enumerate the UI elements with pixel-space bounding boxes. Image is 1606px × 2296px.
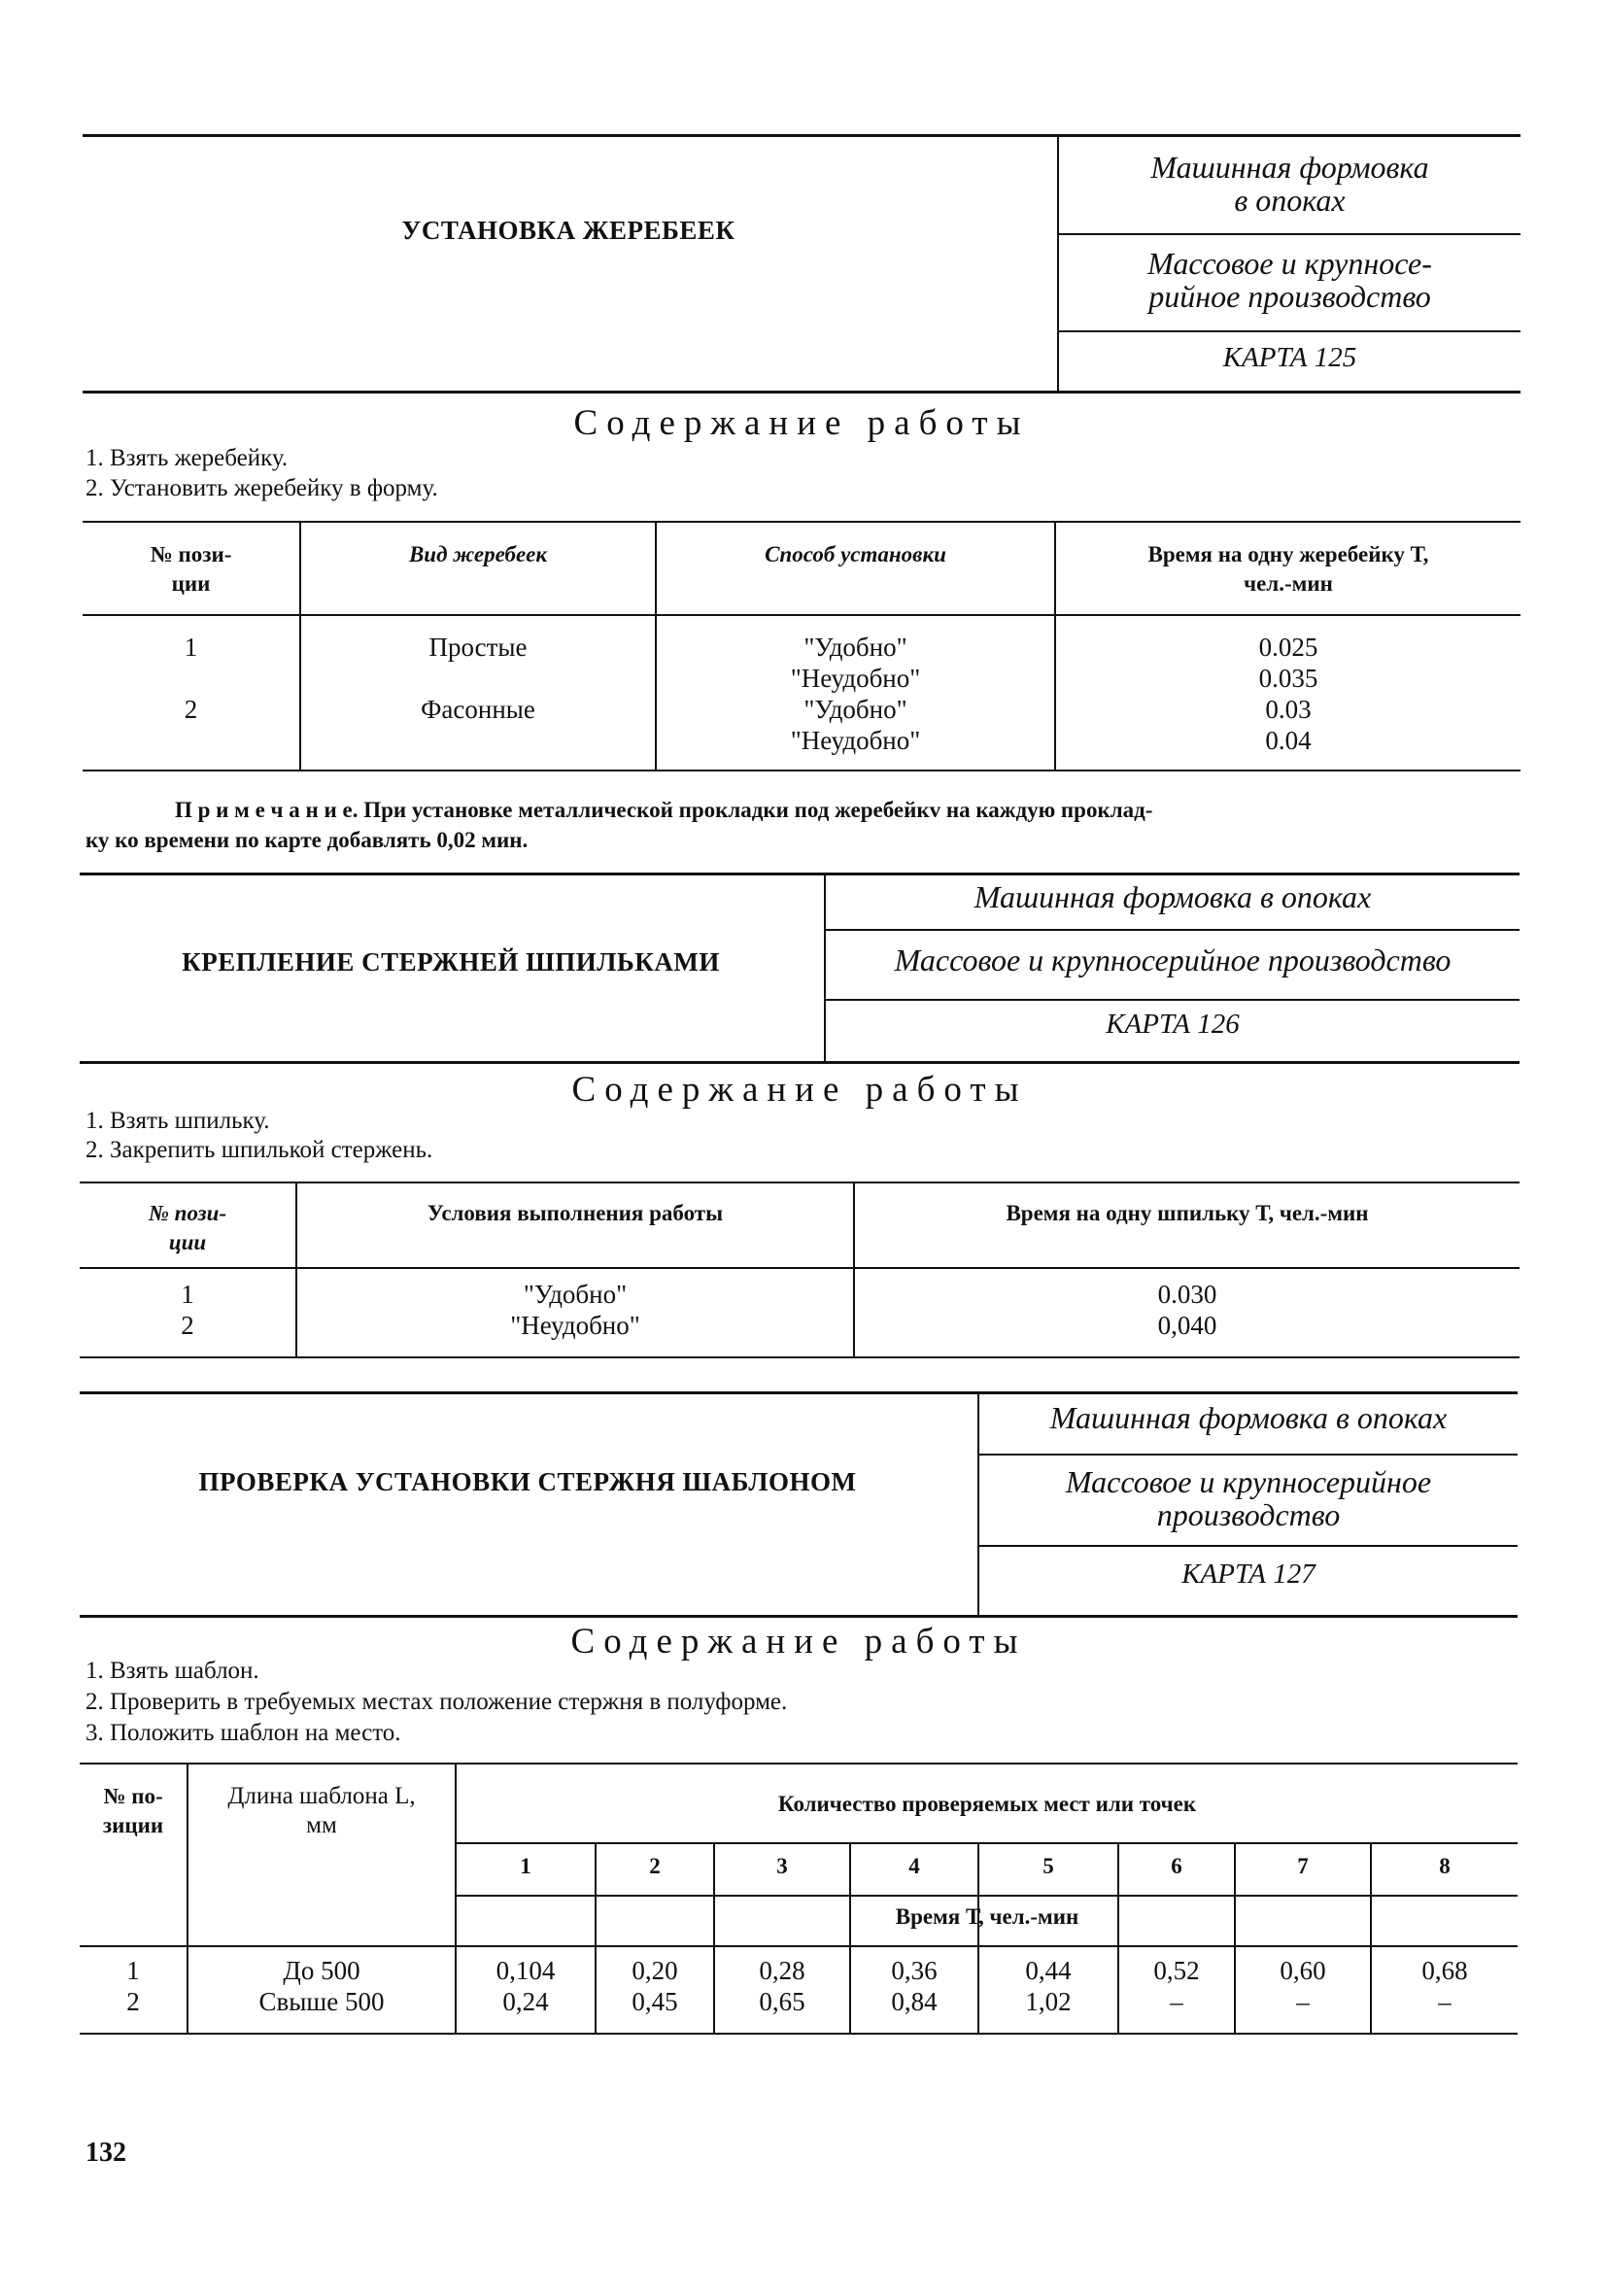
method-label: Машинная формовка в опоках <box>1049 1400 1448 1435</box>
cell-time: 0,20 <box>632 1956 678 1985</box>
cell-method: "Неудобно" <box>790 664 921 693</box>
col-header-conditions: Условия выполнения работы <box>427 1201 724 1225</box>
page-number: 132 <box>85 2138 126 2168</box>
step: 3. Положить шаблон на место. <box>85 1720 401 1746</box>
step: 2. Проверить в требуемых местах положение стержня в полуформе. <box>85 1689 788 1715</box>
cell-time: 0.04 <box>1265 726 1312 755</box>
cell-time: 0.035 <box>1258 664 1318 693</box>
col-header-length: Длина шаблона L, мм <box>227 1783 416 1838</box>
cell-method: "Удобно" <box>803 633 907 662</box>
content-heading: Содержание работы <box>570 1622 1027 1662</box>
cell-time: 1,02 <box>1025 1987 1072 2016</box>
count-8: 8 <box>1439 1854 1451 1878</box>
method-label: Машинная формовка в опоках <box>1150 150 1429 218</box>
card-title: УСТАНОВКА ЖЕРЕБЕЕК <box>401 216 735 245</box>
cell-time: 0,28 <box>759 1956 805 1985</box>
cell-time: 0,24 <box>502 1987 549 2016</box>
cell-condition: "Удобно" <box>523 1280 628 1309</box>
col-header-time: Время на одну жеребейку Т, чел.-мин <box>1147 542 1429 596</box>
content-heading: Содержание работы <box>573 403 1030 443</box>
cell-time: 0,45 <box>632 1987 678 2016</box>
col-header-count: Количество проверяемых мест или точек <box>777 1792 1197 1816</box>
production-label: Массовое и крупносе- рийное производство <box>1147 246 1432 314</box>
col-header-type: Вид жеребеек <box>408 542 548 566</box>
cell-time: 0,52 <box>1153 1956 1200 1985</box>
cell-time: 0.025 <box>1258 633 1318 662</box>
cell-length: Свыше 500 <box>258 1987 385 2016</box>
cell-time: – <box>1170 1987 1183 2016</box>
cell-time: – <box>1296 1987 1310 2016</box>
karta-label: КАРТА 125 <box>1222 342 1357 373</box>
time-subheader: Время Т, чел.-мин <box>895 1904 1079 1929</box>
cell-condition: "Неудобно" <box>510 1311 640 1340</box>
karta-label: КАРТА 127 <box>1181 1559 1316 1590</box>
production-label: Массовое и крупносерийное производство <box>894 942 1452 977</box>
cell-pos: 1 <box>184 633 198 662</box>
count-2: 2 <box>649 1854 661 1878</box>
col-header-pos: № по- зиции <box>102 1784 164 1837</box>
step: 1. Взять шаблон. <box>85 1658 259 1684</box>
step: 2. Закрепить шпилькой стержень. <box>85 1137 433 1163</box>
production-label: Массовое и крупносерийное производство <box>1065 1464 1432 1532</box>
count-5: 5 <box>1042 1854 1054 1878</box>
cell-time: 0,84 <box>891 1987 938 2016</box>
count-3: 3 <box>776 1854 788 1878</box>
karta-label: КАРТА 126 <box>1106 1009 1240 1040</box>
content-heading: Содержание работы <box>571 1070 1028 1110</box>
cell-time: 0,36 <box>891 1956 938 1985</box>
cell-pos: 2 <box>126 1987 140 2016</box>
card-title: КРЕПЛЕНИЕ СТЕРЖНЕЙ ШПИЛЬКАМИ <box>182 947 720 977</box>
cell-time: 0,65 <box>759 1987 805 2016</box>
col-header-pos: № пози- ции <box>150 542 232 596</box>
count-4: 4 <box>908 1854 920 1878</box>
card-title: ПРОВЕРКА УСТАНОВКИ СТЕРЖНЯ ШАБЛОНОМ <box>198 1467 857 1496</box>
cell-time: 0,104 <box>495 1956 556 1985</box>
step: 2. Установить жеребейку в форму. <box>85 475 438 501</box>
cell-time: 0,60 <box>1280 1956 1326 1985</box>
cell-time: 0.03 <box>1265 695 1312 724</box>
cell-time: – <box>1438 1987 1452 2016</box>
col-header-pos: № пози- ции <box>148 1201 227 1254</box>
cell-method: "Неудобно" <box>790 726 921 755</box>
cell-pos: 2 <box>181 1311 194 1340</box>
count-7: 7 <box>1297 1854 1309 1878</box>
cell-pos: 2 <box>184 695 198 724</box>
cell-type: Фасонные <box>421 695 535 724</box>
cell-method: "Удобно" <box>803 695 907 724</box>
count-1: 1 <box>520 1854 531 1878</box>
cell-pos: 1 <box>126 1956 140 1985</box>
count-6: 6 <box>1171 1854 1182 1878</box>
cell-time: 0,040 <box>1157 1311 1217 1340</box>
step: 1. Взять шпильку. <box>85 1108 270 1134</box>
col-header-method: Способ установки <box>765 542 946 566</box>
cell-time: 0,68 <box>1421 1956 1468 1985</box>
cell-pos: 1 <box>181 1280 194 1309</box>
cell-time: 0,44 <box>1025 1956 1072 1985</box>
step: 1. Взять жеребейку. <box>85 445 289 471</box>
note: П р и м е ч а н и е. При установке металлической прокладки под жеребейкv на каждую проклад- ку ко времени по карте добавлять 0,02 мин. <box>85 798 1153 852</box>
cell-time: 0.030 <box>1157 1280 1217 1309</box>
cell-type: Простые <box>428 633 528 662</box>
method-label: Машинная формовка в опоках <box>974 879 1372 914</box>
col-header-time: Время на одну шпильку Т, чел.-мин <box>1006 1201 1369 1225</box>
cell-length: До 500 <box>283 1956 360 1985</box>
